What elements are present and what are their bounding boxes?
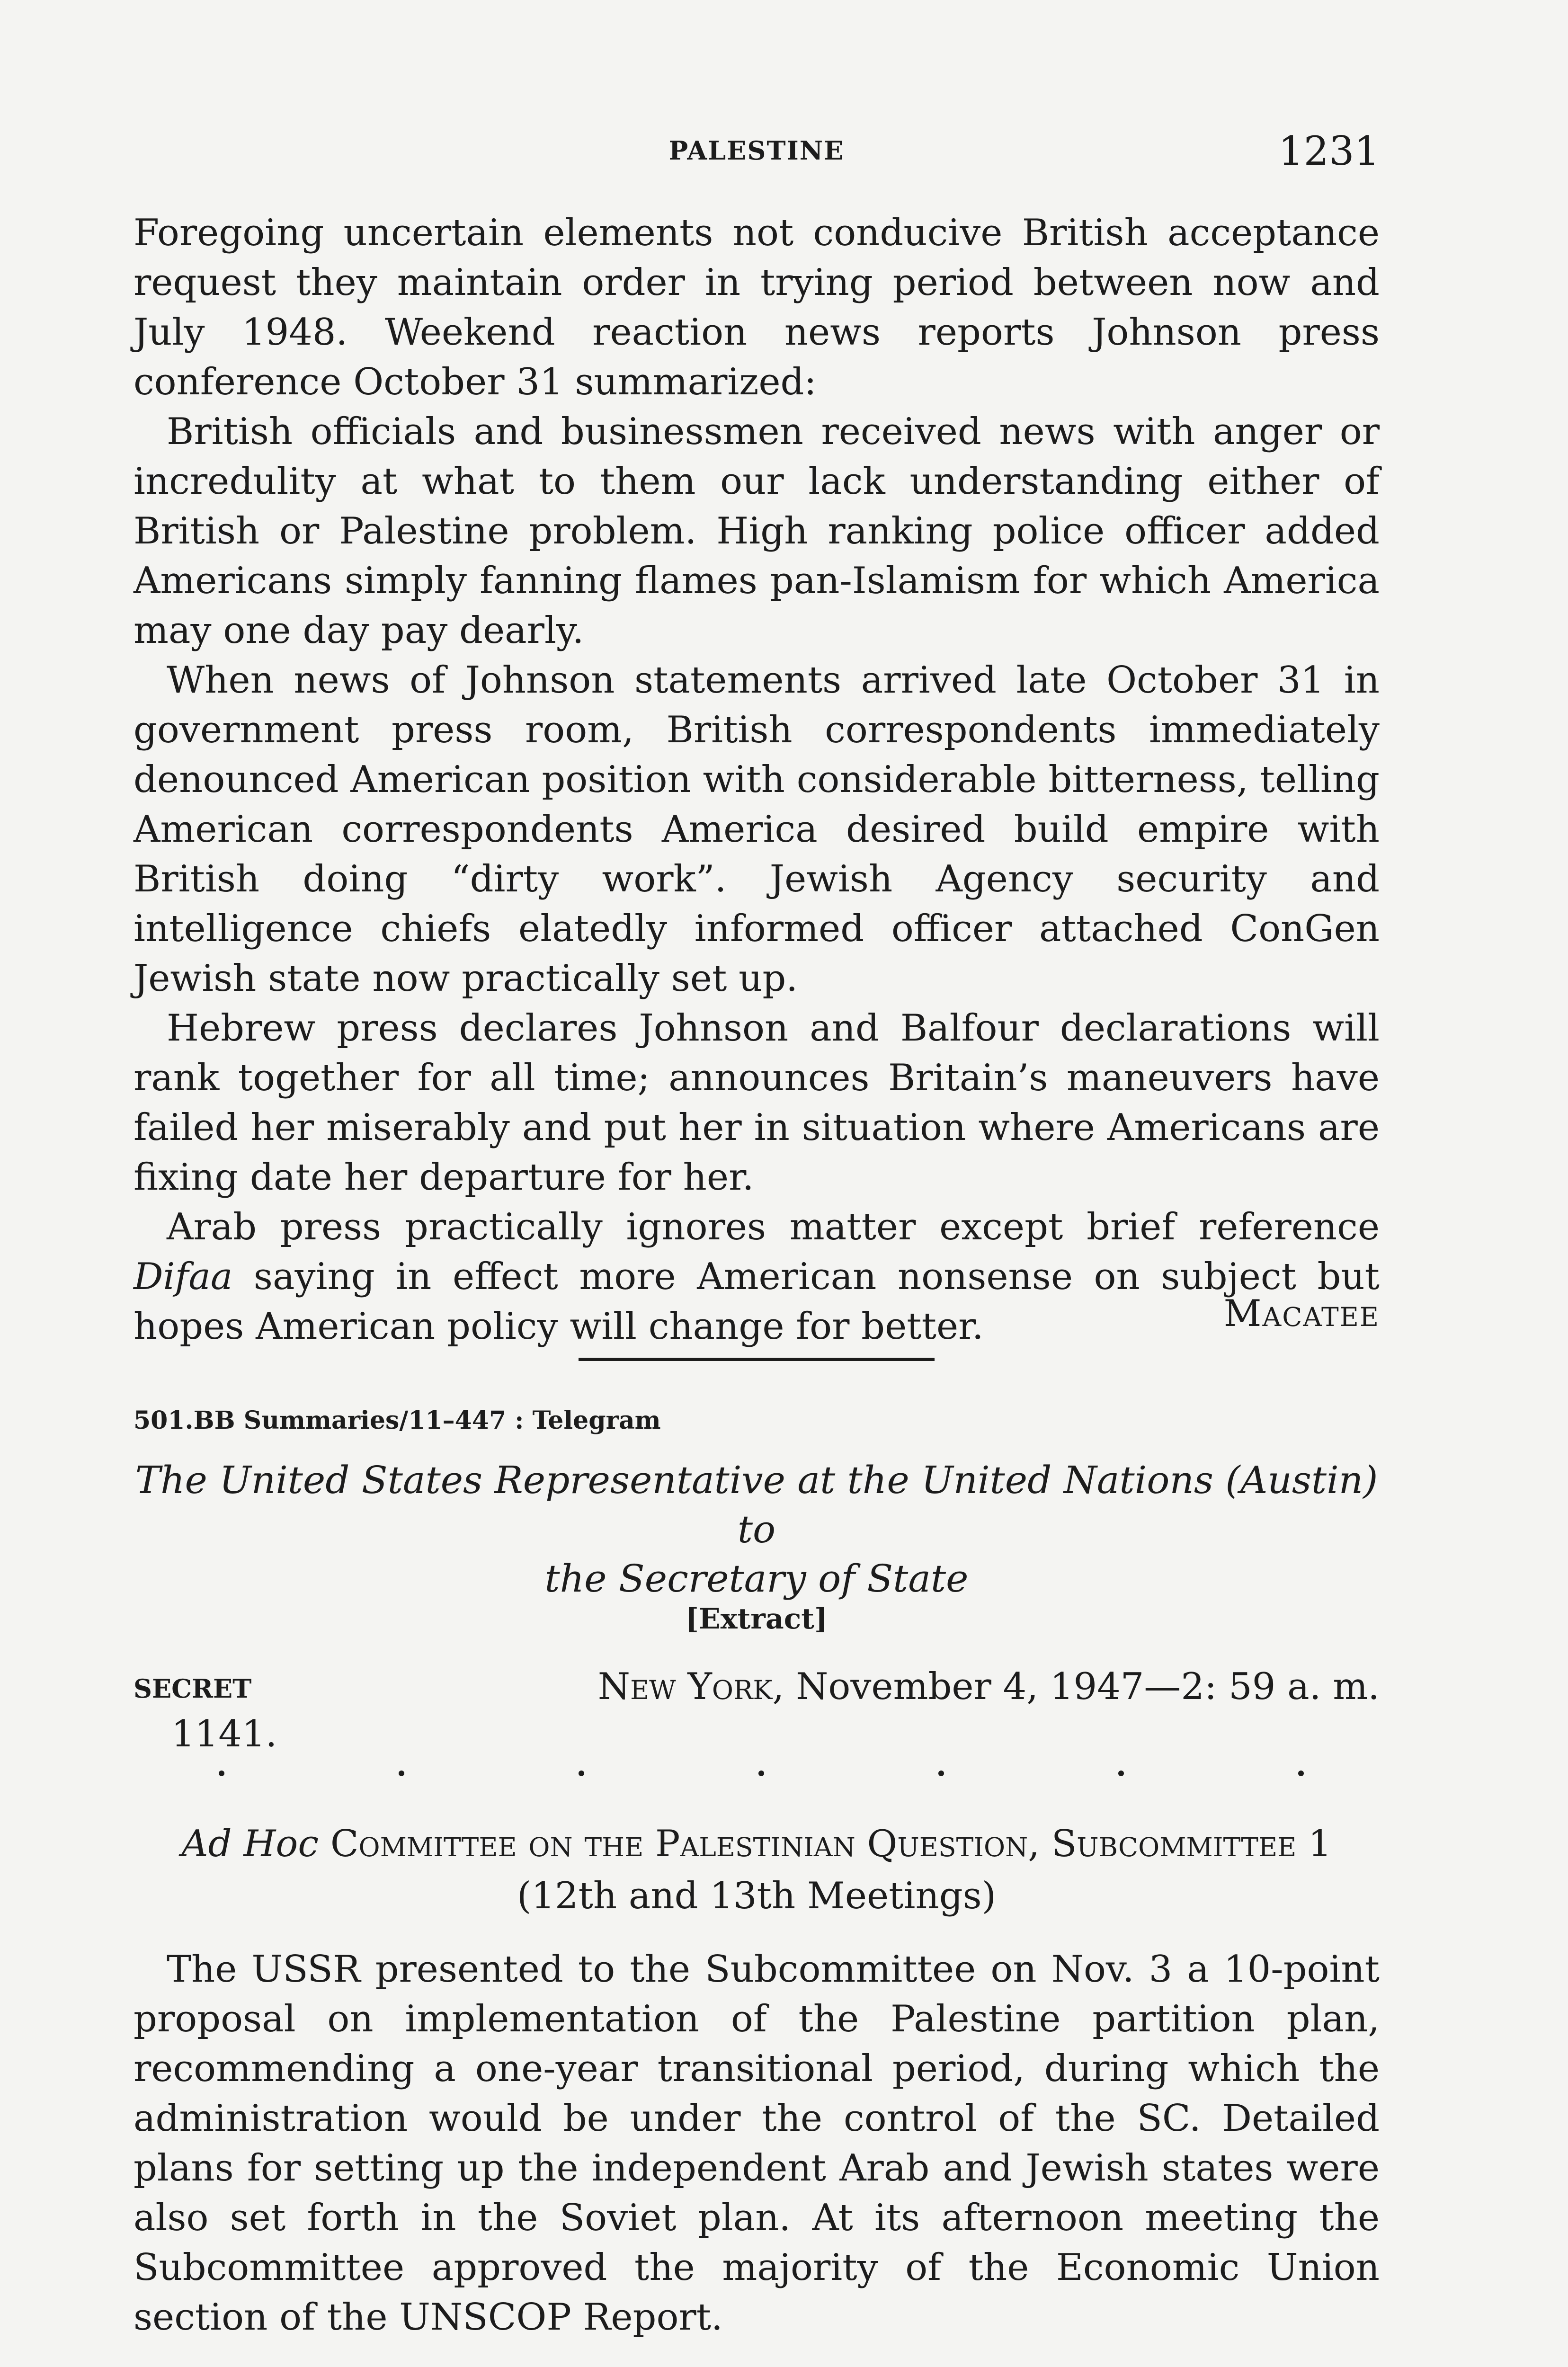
running-head bbox=[134, 128, 1380, 175]
dot bbox=[579, 1771, 584, 1776]
classification-label: SECRET bbox=[134, 1673, 252, 1704]
newspaper-name: Difaa bbox=[134, 1255, 233, 1298]
telegram-number: 1141. bbox=[171, 1713, 277, 1755]
dateline-date: November 4, 1947—2: 59 a. m. bbox=[784, 1665, 1380, 1708]
running-title: PALESTINE bbox=[668, 135, 845, 166]
telegram-body-continued bbox=[134, 208, 1380, 1352]
document-page bbox=[134, 0, 1380, 2367]
document-title-line: the Secretary of State bbox=[544, 1557, 969, 1601]
document-title-line: The United States Representative at the United Nations (Austin) to bbox=[135, 1458, 1378, 1551]
file-reference: 501.BB Summaries/11–447 : Telegram bbox=[134, 1406, 661, 1435]
paragraph-text: Arab press practically ignores matter except brief reference bbox=[167, 1206, 1380, 1248]
paragraph: Foregoing uncertain elements not conducive British acceptance request they maintain order in trying period between now and July 1948. Weekend reaction news reports Johnson press conference October 31 summarized: bbox=[134, 212, 1380, 403]
paragraph: Hebrew press declares Johnson and Balfour declarations will rank together for all time; announces Britain’s maneuvers have failed her miserably and put her in situation where Americans are fixing date her departure for her. bbox=[134, 1007, 1380, 1199]
dot bbox=[219, 1771, 224, 1776]
paragraph: British officials and businessmen received news with anger or incredulity at what to them our lack understanding either of British or Palestine problem. High ranking police officer added Americans simply fanning flames pan-Islamism for which America may one day pay dearly. bbox=[134, 410, 1380, 652]
dateline bbox=[598, 1665, 1380, 1708]
omission-dots bbox=[219, 1771, 1393, 1789]
dot bbox=[758, 1771, 764, 1776]
extract-label: [Extract] bbox=[685, 1602, 828, 1636]
dateline-place: New York, bbox=[597, 1665, 784, 1708]
section-heading bbox=[134, 1818, 1380, 1922]
document-title bbox=[134, 1456, 1380, 1603]
section-divider bbox=[579, 1358, 935, 1361]
page-number: 1231 bbox=[1278, 128, 1380, 174]
section-heading-italic: Ad Hoc bbox=[181, 1823, 319, 1865]
dot bbox=[399, 1771, 404, 1776]
paragraph: When news of Johnson statements arrived late October 31 in government press room, British correspondents immediately denounced American position with considerable bitterness, telling American correspondents America desired build empire with British doing “dirty work”. Jewish Agency security and intelligence chiefs elatedly informed officer attached ConGen Jewish state now practically set up. bbox=[134, 659, 1380, 1000]
paragraph-text: saying in effect more American nonsense on subject but hopes American policy will change for better. bbox=[134, 1255, 1380, 1348]
signature: Macatee bbox=[1223, 1292, 1380, 1335]
summary-body bbox=[134, 1945, 1380, 2342]
dot bbox=[938, 1771, 944, 1776]
section-heading-line: (12th and 13th Meetings) bbox=[517, 1875, 997, 1917]
paragraph: The USSR presented to the Subcommittee on Nov. 3 a 10-point proposal on implementation of the Palestine partition plan, recommending a one-year transitional period, during which the administration would be under the control of the SC. Detailed plans for setting up the independent Arab and Jewish states were also set forth in the Soviet plan. At its afternoon meeting the Subcommittee approved the majority of the Economic Union section of the UNSCOP Report. bbox=[134, 1948, 1380, 2339]
dot bbox=[1298, 1771, 1304, 1776]
dot bbox=[1118, 1771, 1124, 1776]
section-heading-line bbox=[134, 1818, 1380, 1870]
section-heading-text: Committee on the Palestinian Question, Subcommittee 1 bbox=[319, 1823, 1332, 1865]
paragraph bbox=[134, 1202, 1380, 1352]
